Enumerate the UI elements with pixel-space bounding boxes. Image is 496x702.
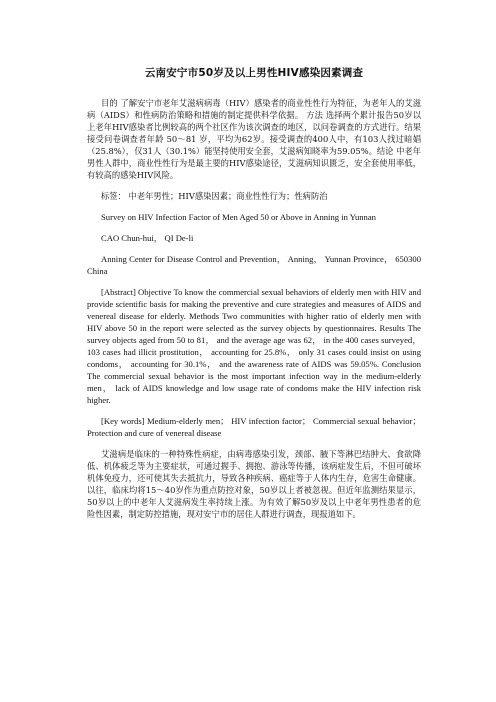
english-authors: CAO Chun-hui， QI De-li xyxy=(101,233,194,243)
keywords-chinese: 标签： 中老年男性；HIV感染因素；商业性性行为；性病防治 xyxy=(101,191,328,201)
body-paragraph: 艾滋病是临床的一种特殊性病症，由病毒感染引发，颈部、腋下等淋巴结肿大、食欲降低、机体疲乏等为主要症状，可通过握手、拥抱、游泳等传播，该病症发生后，不但可破坏机体免疫力，还可使其失去抵抗力，导致各种疾病、癌症等于人体内生存，危害生命健康。以往，临床均将15～40岁作为重点防控对象，50岁以上者被忽视。但近年监测结果显示，50岁以上的中老年人艾滋病发生率持续上涨。为有效了解50岁及以上中老年男性患者的危险性因素，制定防控措施，现对安宁市的居住人群进行调查，现报道如下。 xyxy=(87,449,421,519)
abstract-english: [Abstract] Objective To know the commercial sexual behaviors of elderly men with HIV and provide scientific basis for making the preventive and cure strategies and measures of AIDS and venereal disease for elderly. Methods Two communities with higher ratio of elderly men with HIV above 50 in the report were selected as the survey objects by questionnaires. Results The survey objects aged from 50 to 81， and the average age was 62， in the 400 cases surveyed， 103 cases had illicit prostitution， accounting for 25.8%， only 31 cases could insist on using condoms， accounting for 30.1%， and the awareness rate of AIDS was 59.05%. Conclusion The commercial sexual behavior is the most important infection way in the medium-elderly men， lack of AIDS knowledge and low usage rate of condoms make the HIV infection risk higher. xyxy=(87,287,421,405)
english-affiliation: Anning Center for Disease Control and Prevention， Anning， Yunnan Province， 650300 China xyxy=(87,254,421,276)
abstract-chinese: 目的 了解安宁市老年艾滋病病毒（HIV）感染者的商业性性行为特征，为老年人的艾滋病（AIDS）和性病防治策略和措施的制定提供科学依据。 方法 选择两个累计报告50岁以上老年HIV感染者比例较高的两个社区作为该次调查的地区，以问卷调查的方式进行。结果 接受问卷调查者年龄 50～81 岁，平均为62岁。接受调查的400人中，有103人找过暗娼（25.8%），仅31人（30.1%）能坚持使用安全套，艾滋病知晓率为59.05%。结论 中老年男性人群中，商业性性行为是最主要的HIV感染途径，艾滋病知识匮乏，安全套使用率低，有较高的感染HIV风险。 xyxy=(87,98,422,180)
page-title: 云南安宁市50岁及以上男性HIV感染因素调查 xyxy=(144,67,364,79)
keywords-english: [Key words] Medium-elderly men； HIV infection factor； Commercial sexual behavior； Protection and cure of venereal disease xyxy=(87,416,421,438)
article-body xyxy=(87,66,421,529)
english-title: Survey on HIV Infection Factor of Men Aged 50 or Above in Anning in Yunnan xyxy=(101,212,376,222)
